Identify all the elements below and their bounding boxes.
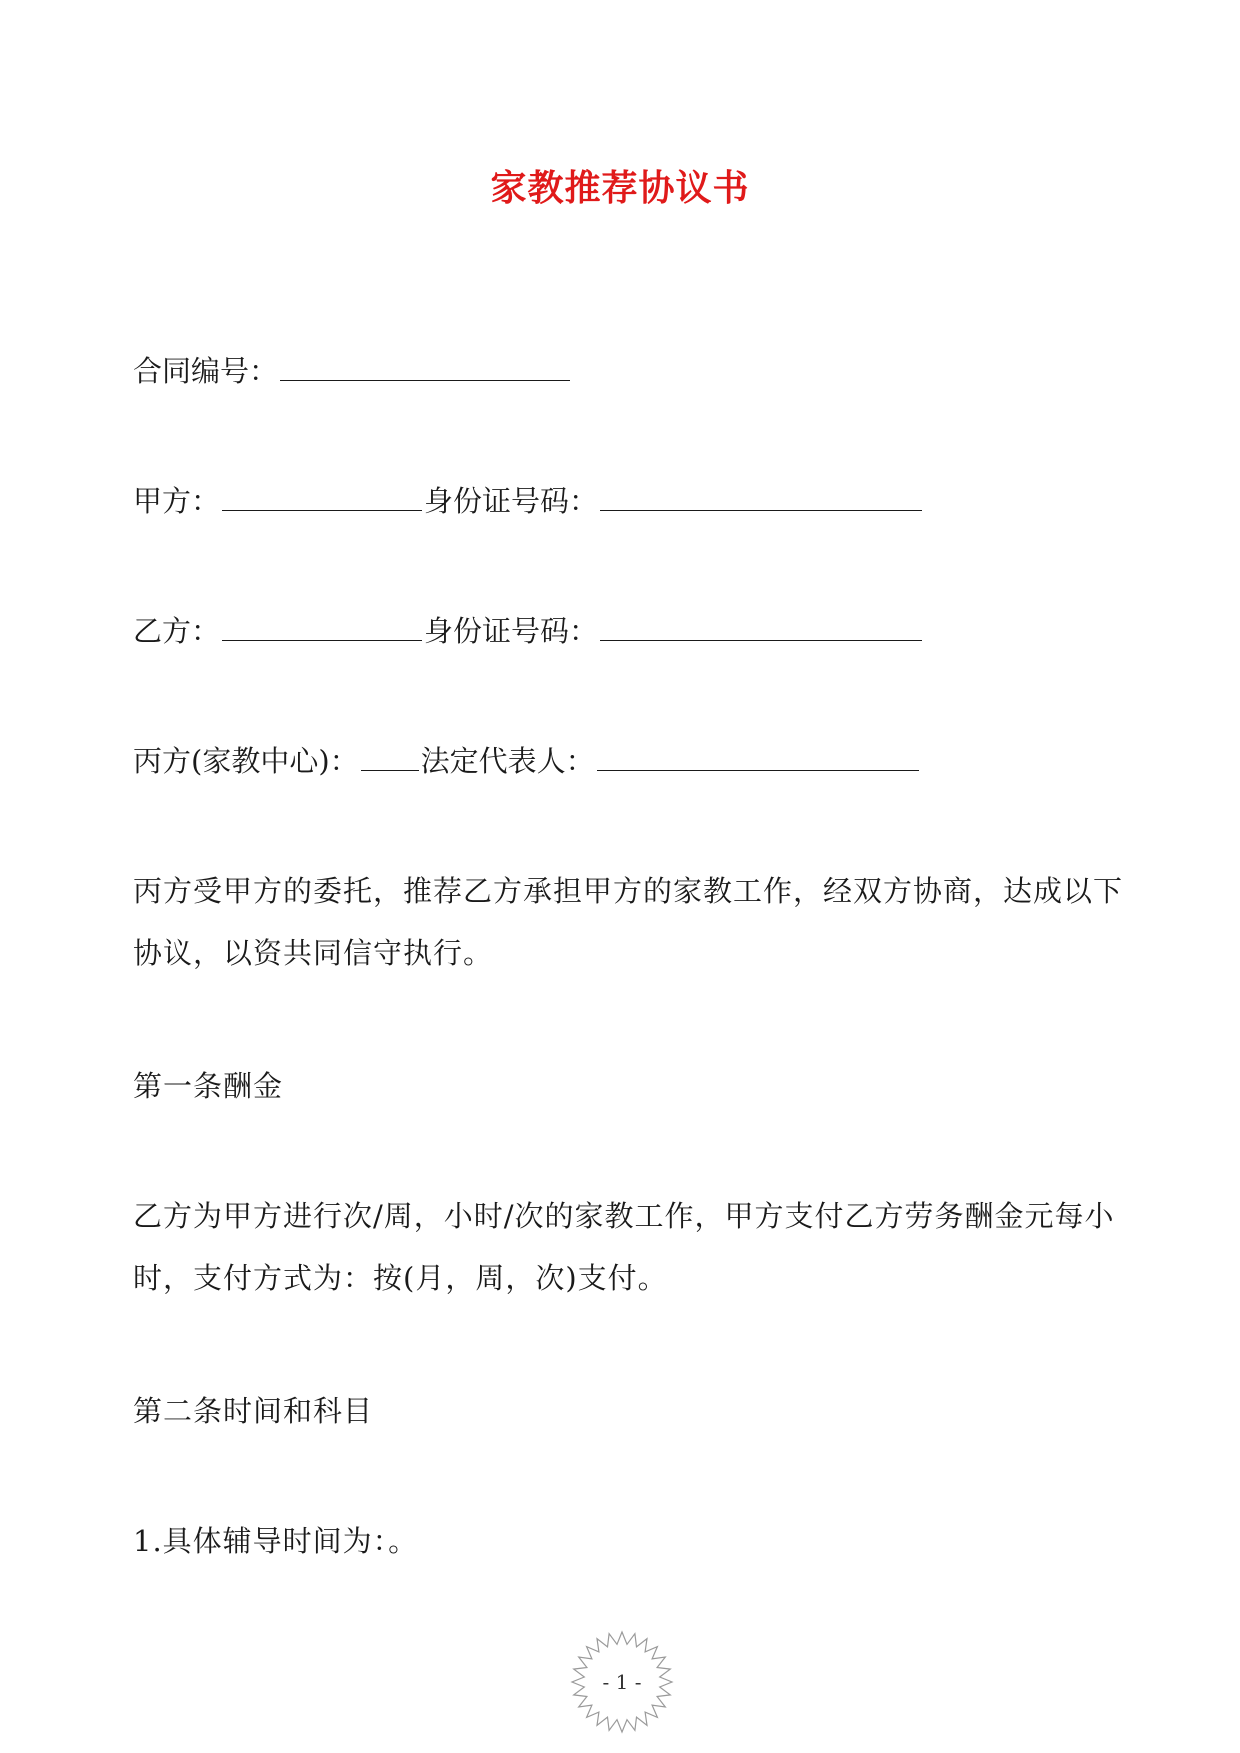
party-c-label: 丙方(家教中心)： xyxy=(133,744,359,778)
document-title: 家教推荐协议书 xyxy=(490,168,750,209)
contract-number-label: 合同编号： xyxy=(133,354,279,388)
contract-number-line xyxy=(133,350,572,391)
article-2-item-1: 1.具体辅导时间为：。 xyxy=(133,1524,419,1558)
party-c-line xyxy=(133,740,921,781)
party-c-name-blank[interactable] xyxy=(361,740,419,771)
party-b-id-label: 身份证号码： xyxy=(424,614,599,648)
article-1-text: 乙方为甲方进行次/周，小时/次的家教工作，甲方支付乙方劳务酬金元每小时，支付方式为：按(月，周，次)支付。 xyxy=(133,1199,1115,1295)
party-b-name-blank[interactable] xyxy=(222,610,422,641)
party-b-label: 乙方： xyxy=(133,614,221,648)
page-number: - 1 - xyxy=(602,1670,642,1694)
contract-number-blank[interactable] xyxy=(280,350,570,381)
party-b-id-blank[interactable] xyxy=(600,610,922,641)
party-b-line xyxy=(133,610,924,651)
party-a-label: 甲方： xyxy=(133,484,221,518)
party-a-id-label: 身份证号码： xyxy=(424,484,599,518)
page-footer xyxy=(568,1628,676,1736)
party-c-rep-blank[interactable] xyxy=(597,740,919,771)
article-2-heading: 第二条时间和科目 xyxy=(133,1394,374,1428)
article-1-heading: 第一条酬金 xyxy=(133,1069,284,1103)
party-a-name-blank[interactable] xyxy=(222,480,422,511)
intro-paragraph: 丙方受甲方的委托，推荐乙方承担甲方的家教工作，经双方协商，达成以下协议，以资共同信守执行。 xyxy=(133,874,1124,970)
party-a-line xyxy=(133,480,924,521)
party-a-id-blank[interactable] xyxy=(600,480,922,511)
party-c-rep-label: 法定代表人： xyxy=(420,744,595,778)
